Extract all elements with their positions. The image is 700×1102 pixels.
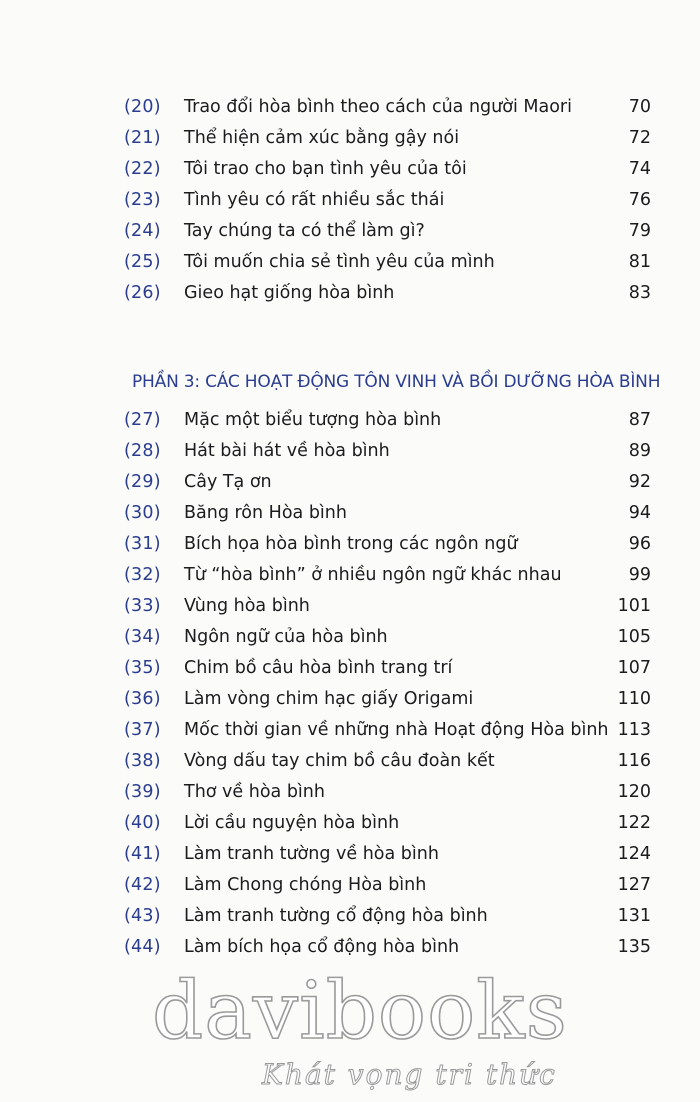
toc-entry-page: 107 [617,658,651,678]
toc-entry-title: Làm Chong chóng Hòa bình [184,875,427,895]
toc-entry-page: 72 [628,128,651,148]
toc-entry-title: Tay chúng ta có thể làm gì? [184,221,425,241]
toc-entry [124,932,651,963]
toc-entry-page: 94 [628,503,651,523]
section-heading-part-3: PHẦN 3: CÁC HOẠT ĐỘNG TÔN VINH VÀ BỒI DƯỠNG HÒA BÌNH [132,372,661,392]
toc-entry-number: (22) [124,159,161,179]
toc-entry-number: (30) [124,503,161,523]
toc-entry-title: Vòng dấu tay chim bồ câu đoàn kết [184,751,495,771]
watermark [0,960,700,1102]
toc-entry-number: (38) [124,751,161,771]
toc-entry-number: (31) [124,534,161,554]
toc-entry-number: (36) [124,689,161,709]
toc-entry-number: (21) [124,128,161,148]
toc-entry-page: 120 [617,782,651,802]
toc-entry-number: (27) [124,410,161,430]
toc-entry-number: (39) [124,782,161,802]
toc-entry [124,808,651,839]
toc-entry-number: (43) [124,906,161,926]
toc-entry-page: 83 [628,283,651,303]
toc-entry-page: 122 [617,813,651,833]
toc-entry-page: 81 [628,252,651,272]
toc-entry-page: 110 [617,689,651,709]
toc-entry-number: (23) [124,190,161,210]
toc-entry-page: 89 [628,441,651,461]
toc-entry-page: 74 [628,159,651,179]
watermark-slogan: Khát vọng tri thức [262,1058,557,1091]
toc-entry-number: (40) [124,813,161,833]
toc-entry [124,591,651,622]
toc-entry-title: Mặc một biểu tượng hòa bình [184,410,442,430]
toc-entry-title: Bích họa hòa bình trong các ngôn ngữ [184,534,518,554]
toc-entry-number: (41) [124,844,161,864]
toc-entry-page: 96 [628,534,651,554]
toc-entry-title: Thơ về hòa bình [184,782,325,802]
toc-entry-page: 87 [628,410,651,430]
toc-entry [124,560,651,591]
toc-entry [124,529,651,560]
toc-entry-title: Tình yêu có rất nhiều sắc thái [184,190,445,210]
toc-entry-number: (33) [124,596,161,616]
toc-entry [124,715,651,746]
toc-entry-title: Hát bài hát về hòa bình [184,441,390,461]
toc-entry-page: 70 [628,97,651,117]
toc-entry-number: (24) [124,221,161,241]
toc-entry-title: Mốc thời gian về những nhà Hoạt động Hòa bình [184,720,609,740]
toc-entry-title: Chim bồ câu hòa bình trang trí [184,658,453,678]
toc-entry-title: Vùng hòa bình [184,596,310,616]
toc-entry-page: 101 [617,596,651,616]
toc-entry [124,154,651,185]
toc-entry-title: Cây Tạ ơn [184,472,272,492]
toc-entry-title: Ngôn ngữ của hòa bình [184,627,388,647]
toc-entry-title: Từ “hòa bình” ở nhiều ngôn ngữ khác nhau [184,565,562,585]
toc-entry [124,653,651,684]
toc-entry-page: 76 [628,190,651,210]
toc-entry-title: Làm vòng chim hạc giấy Origami [184,689,474,709]
toc-entry-title: Trao đổi hòa bình theo cách của người Maori [184,97,572,117]
toc-list-part-2 [124,92,651,309]
toc-entry [124,839,651,870]
toc-entry-page: 79 [628,221,651,241]
toc-entry-page: 124 [617,844,651,864]
toc-entry [124,870,651,901]
toc-entry-number: (32) [124,565,161,585]
toc-entry-number: (25) [124,252,161,272]
toc-entry-page: 116 [617,751,651,771]
toc-entry [124,622,651,653]
toc-entry-page: 99 [628,565,651,585]
toc-entry-title: Làm tranh tường về hòa bình [184,844,439,864]
toc-entry [124,498,651,529]
toc-entry-title: Thể hiện cảm xúc bằng gậy nói [184,128,460,148]
toc-entry-page: 105 [617,627,651,647]
toc-entry-page: 127 [617,875,651,895]
toc-entry-title: Làm bích họa cổ động hòa bình [184,937,460,957]
toc-entry-title: Gieo hạt giống hòa bình [184,283,395,303]
toc-entry-title: Tôi muốn chia sẻ tình yêu của mình [184,252,495,272]
toc-entry-title: Tôi trao cho bạn tình yêu của tôi [184,159,467,179]
toc-entry [124,123,651,154]
toc-entry-number: (37) [124,720,161,740]
toc-entry [124,777,651,808]
toc-entry-title: Làm tranh tường cổ động hòa bình [184,906,488,926]
toc-entry-number: (28) [124,441,161,461]
toc-entry [124,467,651,498]
toc-entry-number: (26) [124,283,161,303]
toc-entry [124,278,651,309]
toc-entry-number: (34) [124,627,161,647]
toc-entry [124,216,651,247]
toc-entry-page: 131 [617,906,651,926]
toc-entry [124,185,651,216]
toc-entry-page: 92 [628,472,651,492]
toc-list-part-3 [124,405,651,963]
toc-entry [124,405,651,436]
toc-entry-title: Băng rôn Hòa bình [184,503,347,523]
toc-entry [124,684,651,715]
toc-entry-title: Lời cầu nguyện hòa bình [184,813,400,833]
toc-entry-number: (44) [124,937,161,957]
toc-entry-page: 113 [617,720,651,740]
toc-entry-page: 135 [617,937,651,957]
watermark-brand: davibooks [152,964,568,1057]
toc-entry [124,436,651,467]
toc-entry [124,901,651,932]
toc-entry [124,746,651,777]
toc-entry [124,247,651,278]
toc-entry-number: (42) [124,875,161,895]
toc-entry-number: (29) [124,472,161,492]
toc-entry-number: (20) [124,97,161,117]
toc-entry-number: (35) [124,658,161,678]
toc-entry [124,92,651,123]
